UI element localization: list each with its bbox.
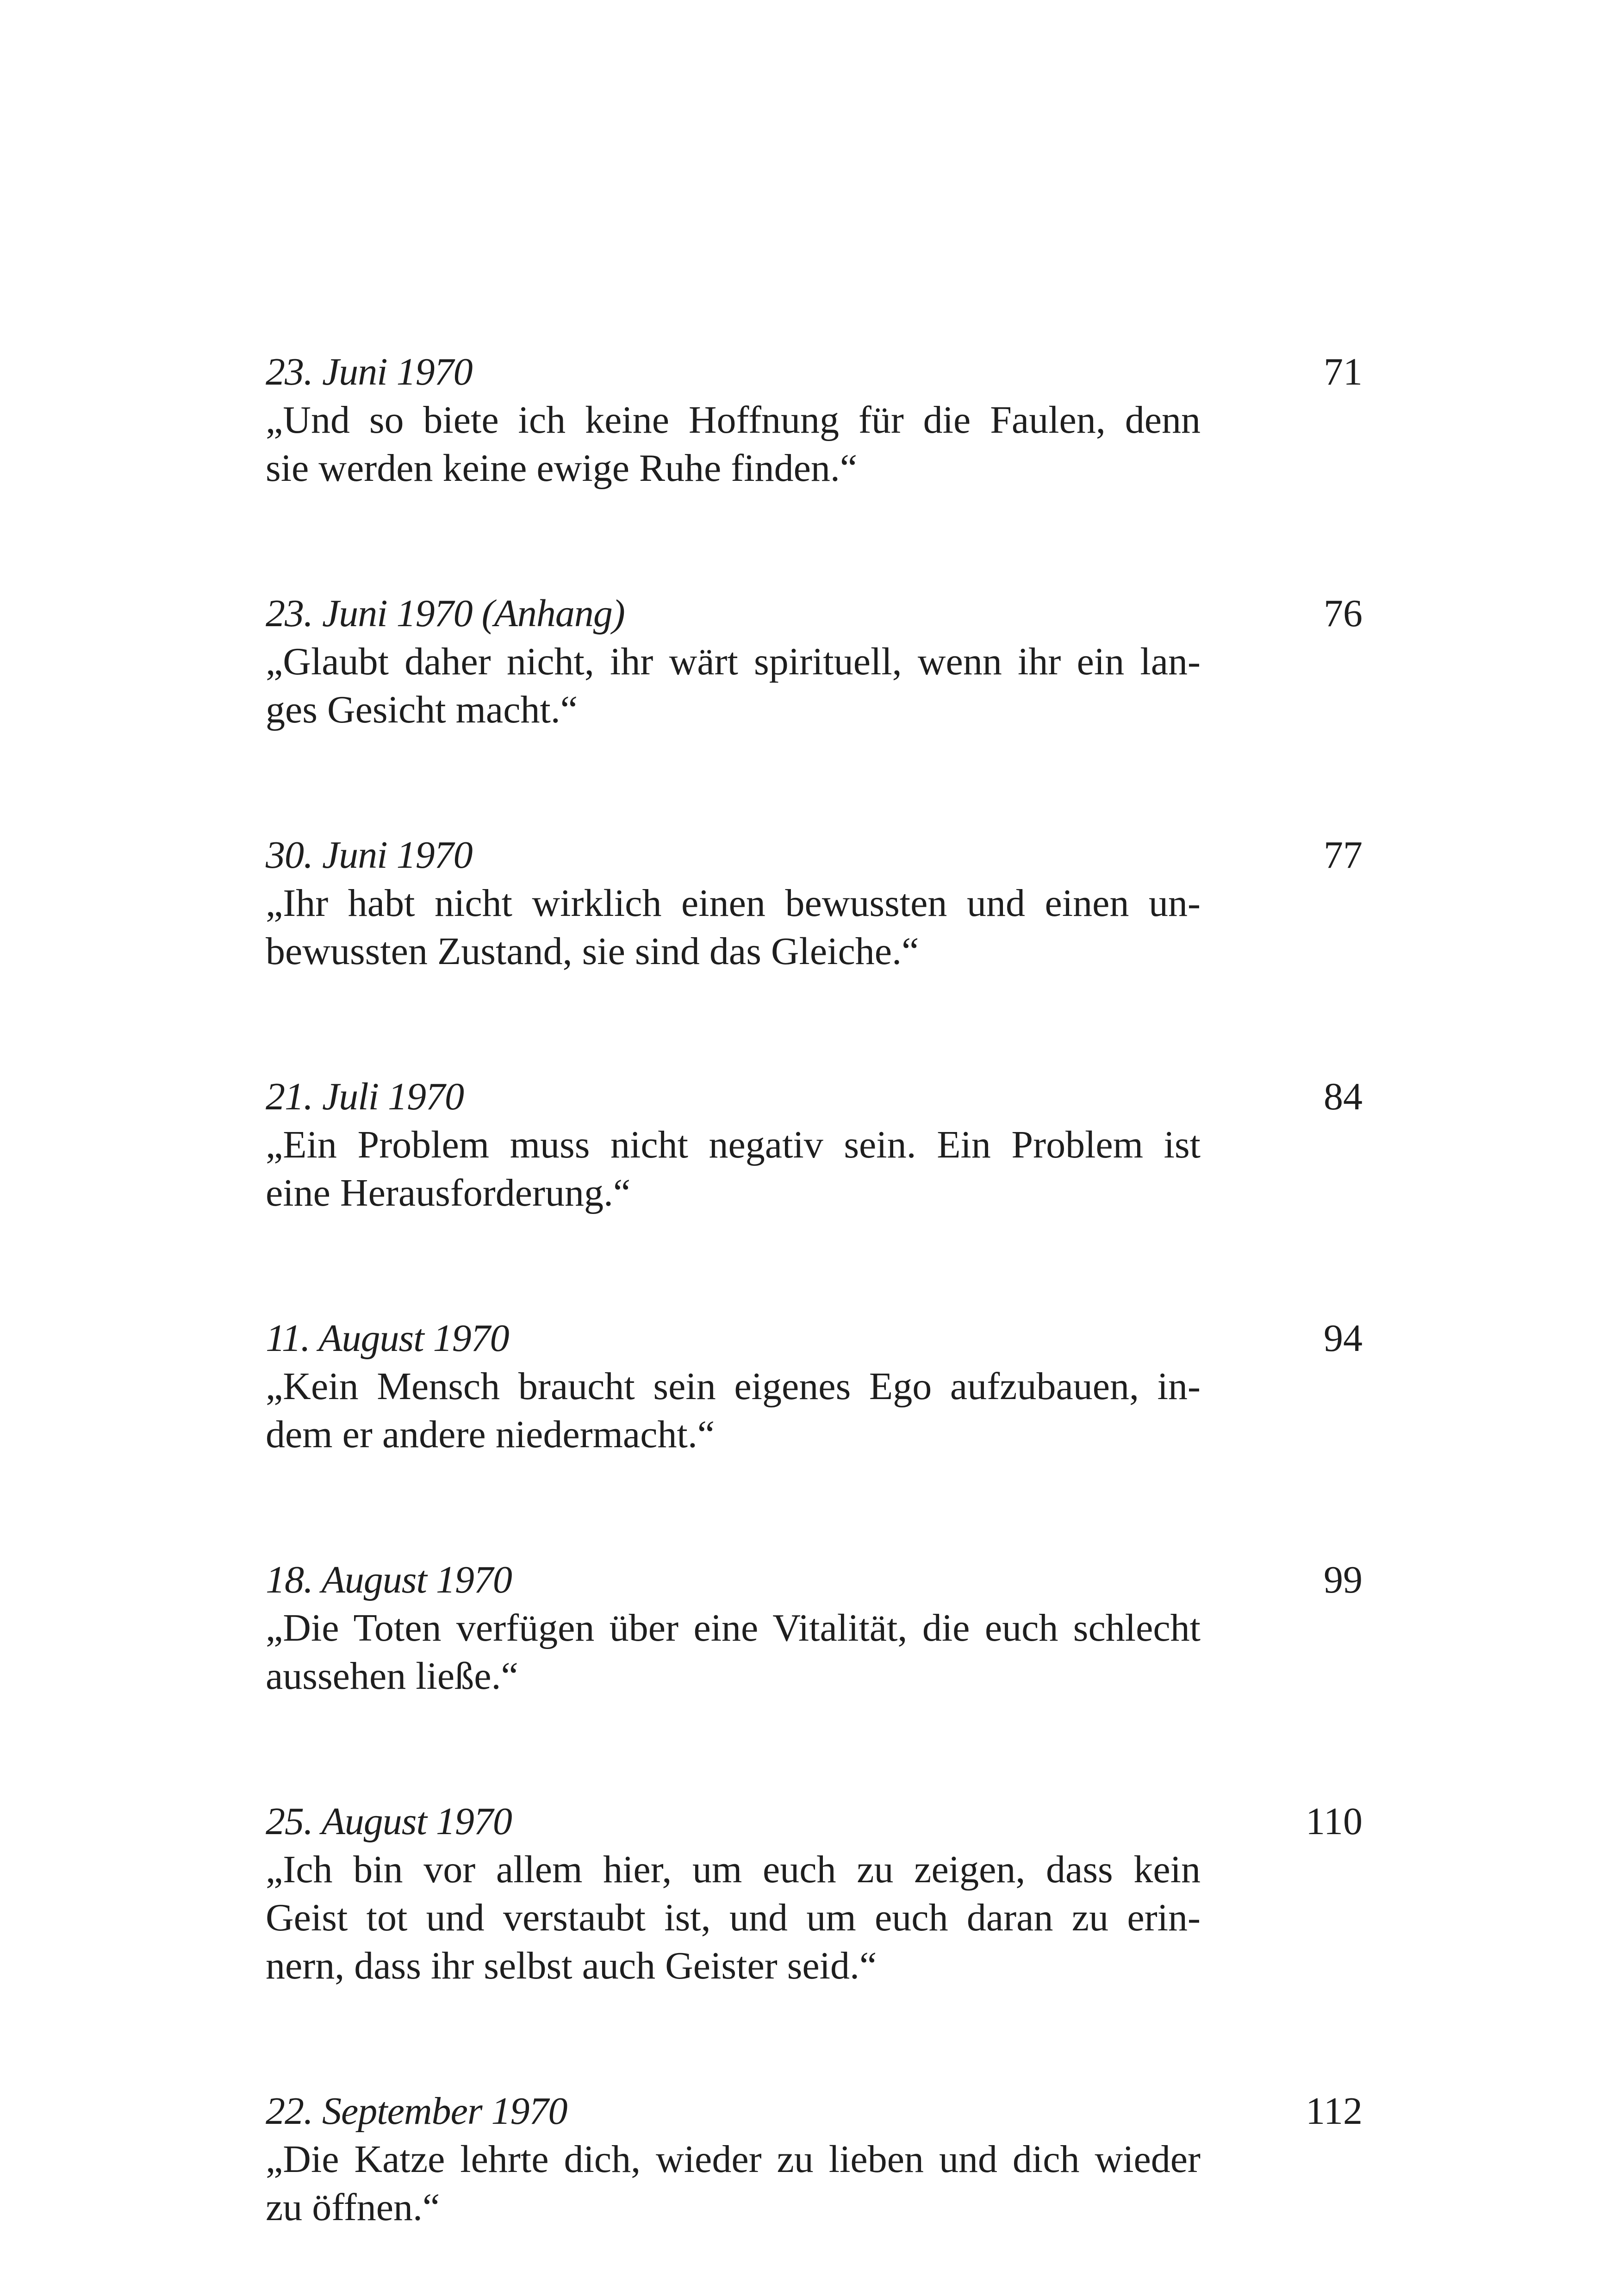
toc-entry-page-number: 110 [1306, 1800, 1363, 1843]
toc-entry-page-number: 94 [1324, 1317, 1363, 1360]
toc-entry-header [266, 348, 1363, 396]
toc-entry-header [266, 1073, 1363, 1121]
toc-entry-quote [266, 638, 1201, 734]
toc-entry-date: 21. Juli 1970 [266, 1075, 464, 1118]
quote-line: eine Herausforderung.“ [266, 1171, 631, 1214]
quote-line: „Die Katze lehrte dich, wieder zu lieben und dich wieder [266, 2138, 1201, 2181]
toc-entry-date: 18. August 1970 [266, 1558, 512, 1601]
toc-entry-page-number: 77 [1324, 834, 1363, 877]
toc-entry-date: 25. August 1970 [266, 1800, 512, 1843]
quote-line: dem er andere niedermacht.“ [266, 1413, 715, 1456]
toc-entry-date: 11. August 1970 [266, 1317, 509, 1360]
quote-line: „Kein Mensch braucht sein eigenes Ego aufzubauen, in- [266, 1365, 1201, 1408]
toc-entry-quote [266, 2135, 1201, 2232]
quote-line: „Ein Problem muss nicht negativ sein. Ein Problem ist [266, 1123, 1201, 1166]
quote-line: „Ihr habt nicht wirklich einen bewussten und einen un- [266, 882, 1201, 925]
quote-line: „Und so biete ich keine Hoffnung für die Faulen, denn [266, 398, 1201, 442]
toc-entry [266, 2087, 1363, 2232]
quote-line: nern, dass ihr selbst auch Geister seid.“ [266, 1944, 877, 1987]
toc-entry-page-number: 84 [1324, 1075, 1363, 1118]
toc-entry-page-number: 112 [1306, 2090, 1363, 2133]
quote-line: bewussten Zustand, sie sind das Gleiche.“ [266, 930, 919, 973]
toc-entry-page-number: 71 [1324, 350, 1363, 393]
toc-entry-quote [266, 879, 1201, 976]
toc-entry-page-number: 76 [1324, 592, 1363, 635]
toc-entry-date: 23. Juni 1970 (Anhang) [266, 592, 625, 635]
toc-entry-header [266, 1314, 1363, 1363]
quote-line: zu öffnen.“ [266, 2186, 440, 2229]
toc-entry-date: 22. September 1970 [266, 2090, 567, 2133]
quote-line: ges Gesicht macht.“ [266, 688, 578, 731]
toc-entry [266, 1314, 1363, 1459]
toc-entry-header [266, 590, 1363, 638]
toc-entry-header [266, 831, 1363, 879]
toc-entry-quote [266, 1846, 1201, 1990]
toc-entry-quote [266, 1363, 1201, 1459]
quote-line: „Ich bin vor allem hier, um euch zu zeigen, dass kein [266, 1848, 1201, 1891]
toc-entry-date: 30. Juni 1970 [266, 834, 473, 877]
toc-entry-quote [266, 1121, 1201, 1217]
toc-entry-header [266, 2087, 1363, 2135]
toc-entry [266, 1556, 1363, 1700]
toc-entry-header [266, 1798, 1363, 1846]
toc-entry-quote [266, 1604, 1201, 1700]
quote-line: sie werden keine ewige Ruhe finden.“ [266, 447, 858, 490]
toc-entry [266, 1798, 1363, 1990]
toc-entry-date: 23. Juni 1970 [266, 350, 473, 393]
toc-entry [266, 831, 1363, 976]
toc-entry [266, 348, 1363, 492]
toc-entry-page-number: 99 [1324, 1558, 1363, 1601]
quote-line: „Die Toten verfügen über eine Vitalität, die euch schlecht [266, 1606, 1201, 1649]
quote-line: aussehen ließe.“ [266, 1655, 518, 1698]
table-of-contents [266, 348, 1363, 2232]
quote-line: Geist tot und verstaubt ist, und um euch daran zu erin- [266, 1896, 1201, 1939]
toc-entry [266, 1073, 1363, 1217]
toc-entry-header [266, 1556, 1363, 1604]
toc-entry-quote [266, 396, 1201, 492]
toc-entry [266, 590, 1363, 734]
quote-line: „Glaubt daher nicht, ihr wärt spirituell, wenn ihr ein lan- [266, 640, 1201, 683]
